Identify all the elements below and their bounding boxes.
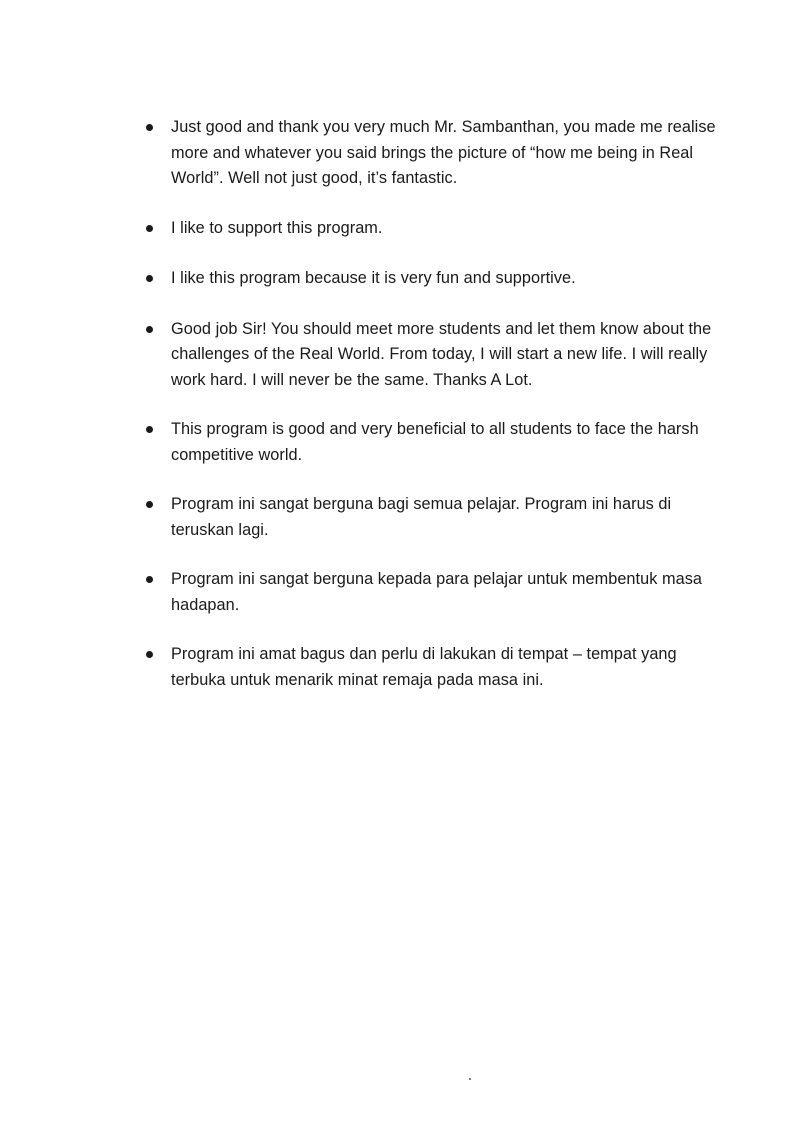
list-item	[140, 216, 720, 242]
bullet-icon	[146, 576, 153, 583]
feedback-text: Program ini sangat berguna kepada para pelajar untuk membentuk masa hadapan.	[171, 570, 702, 614]
list-item	[140, 266, 720, 292]
bullet-icon	[146, 426, 153, 433]
list-item	[140, 642, 720, 693]
bullet-icon	[146, 651, 153, 658]
bullet-icon	[146, 275, 153, 282]
feedback-text: Just good and thank you very much Mr. Sambanthan, you made me realise more and whatever you said brings the picture of “how me being in Real World”. Well not just good, it’s fantastic.	[171, 118, 716, 187]
bullet-icon	[146, 501, 153, 508]
bullet-icon	[146, 326, 153, 333]
scan-speck	[469, 1078, 471, 1080]
feedback-text: Program ini amat bagus dan perlu di lakukan di tempat – tempat yang terbuka untuk menarik minat remaja pada masa ini.	[171, 645, 677, 689]
list-item	[140, 492, 720, 543]
feedback-text: Program ini sangat berguna bagi semua pelajar. Program ini harus di teruskan lagi.	[171, 495, 672, 539]
bullet-icon	[146, 225, 153, 232]
feedback-text: I like this program because it is very fun and supportive.	[171, 269, 576, 287]
bullet-icon	[146, 124, 153, 131]
list-item	[140, 115, 720, 192]
feedback-text: I like to support this program.	[171, 218, 383, 237]
list-item	[140, 567, 720, 618]
feedback-text: Good job Sir! You should meet more students and let them know about the challenges of the Real World. From today, I will start a new life. I will really work hard. I will never be the same. Thanks A Lot.	[171, 319, 712, 389]
feedback-list	[140, 115, 720, 717]
list-item	[140, 317, 720, 394]
feedback-text: This program is good and very beneficial to all students to face the harsh competitive world.	[171, 420, 699, 464]
list-item	[140, 417, 720, 468]
